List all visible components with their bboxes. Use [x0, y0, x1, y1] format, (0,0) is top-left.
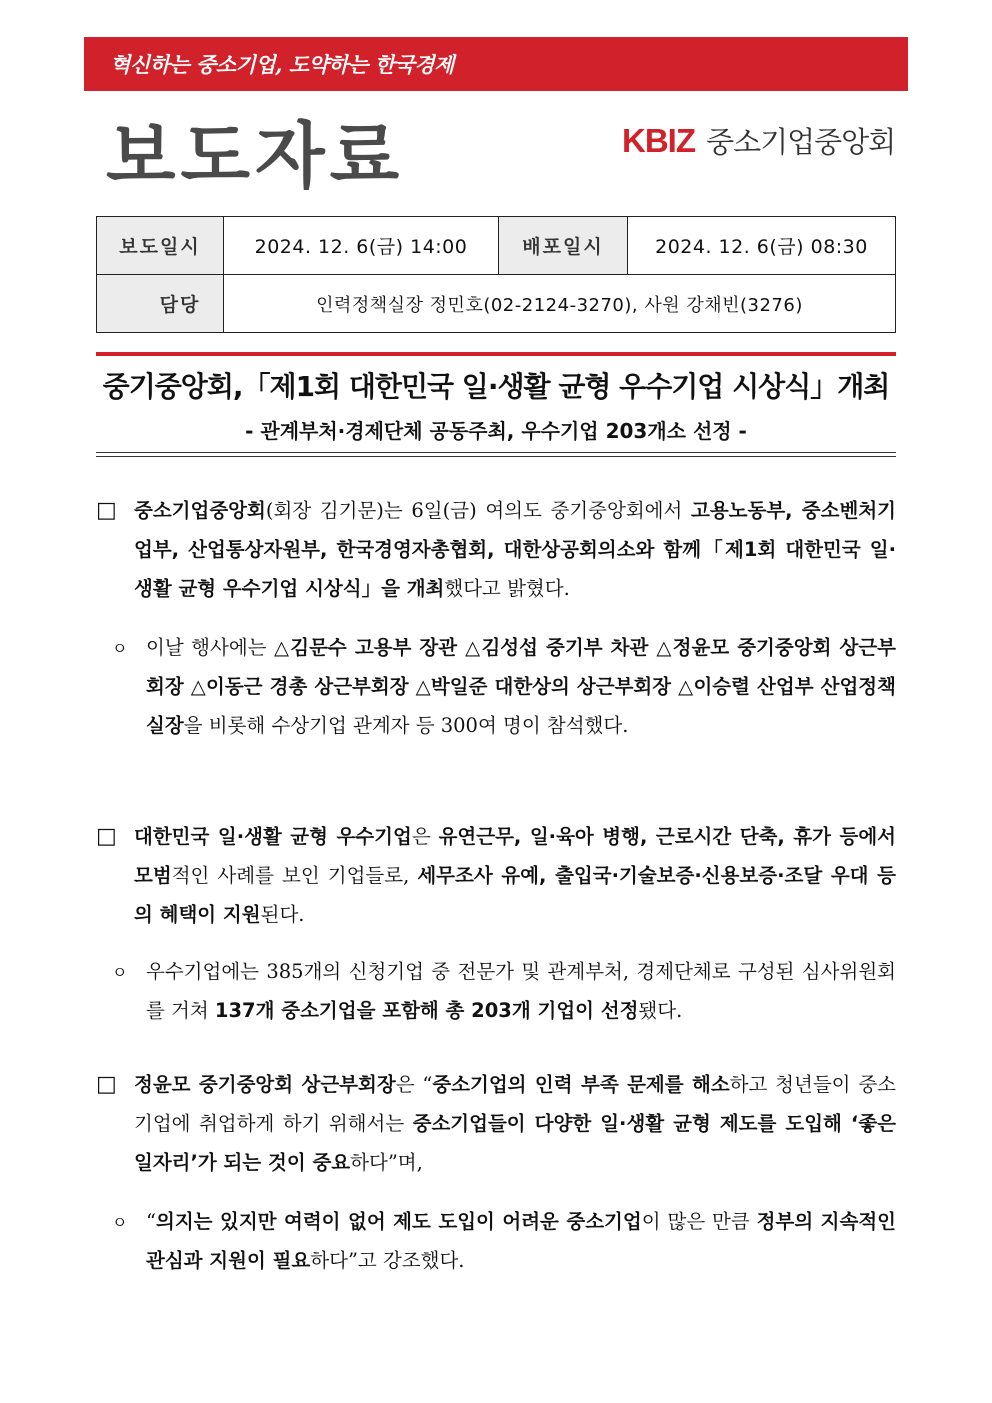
contact-row: [97, 275, 896, 333]
bold-phrase: 정윤모 중기중앙회 상근부회장: [134, 1073, 396, 1096]
section-1-detail-text: [146, 628, 896, 745]
bold-phrase: 중소기업의 인력 부족 문제를 해소: [432, 1073, 730, 1096]
checkbox-bullet-icon: □: [96, 1072, 117, 1097]
bold-phrase: 대한민국 일·생활 균형 우수기업: [134, 825, 412, 848]
subheadline: - 관계부처·경제단체 공동주최, 우수기업 203개소 선정 -: [245, 419, 747, 443]
bold-phrase: 중소기업들이 다양한 일·생활 균형 제도를 도입해 ‘좋은 일자리’가 되는 것이 중요: [134, 1112, 896, 1174]
plain-phrase: 우수기업에는 385개의 신청기업 중 전문가 및 관계부처, 경제단체로 구성된 심사위원회를 거쳐: [146, 960, 896, 1022]
circle-bullet-icon: ㅇ: [112, 1213, 128, 1232]
plain-phrase: 하다”고 강조했다.: [310, 1249, 465, 1272]
section-2-paragraph: [96, 817, 896, 934]
section-1-detail: [112, 628, 896, 745]
plain-phrase: (회장 김기문)는 6일(금) 여의도 중기중앙회에서: [265, 499, 691, 522]
section-3-detail: [112, 1202, 896, 1280]
checkbox-bullet-icon: □: [96, 498, 117, 523]
contact-label: 담당: [97, 275, 224, 333]
bold-phrase: 정부의 지속적인 관심과 지원이 필요: [146, 1210, 897, 1272]
plain-phrase: 은: [411, 825, 439, 848]
plain-phrase: 적인 사례를 보인 기업들로,: [171, 864, 418, 887]
document-title: 보도자료: [106, 114, 405, 198]
release-info-row: [97, 217, 896, 275]
circle-bullet-icon: ㅇ: [112, 639, 128, 658]
release-date-label: 보도일시: [97, 217, 224, 275]
section-2-detail-text: [146, 952, 896, 1030]
headline-bottom-rule: [96, 452, 896, 457]
bold-phrase: 고용노동부, 중소벤처기업부, 산업통상자원부, 한국경영자총협회, 대한상공회의소와 함께「제1회 대한민국 일·생활 균형 우수기업 시상식」을 개최: [134, 499, 896, 600]
plain-phrase: 됐다.: [638, 999, 683, 1022]
logo-organization-name: 중소기업중앙회: [706, 125, 896, 159]
plain-phrase: 된다.: [260, 903, 305, 926]
plain-phrase: 하고 청년들이 중소기업에 취업하게 하기 위해서는: [134, 1073, 896, 1135]
slogan-banner: [84, 37, 908, 91]
headline: 중기중앙회,「제1회 대한민국 일·생활 균형 우수기업 시상식」개최: [102, 370, 890, 403]
distribution-date-label: 배포일시: [499, 217, 628, 275]
bold-phrase: 세무조사 유예, 출입국·기술보증·신용보증·조달 우대 등의 혜택이 지원: [134, 864, 896, 926]
plain-phrase: 은 “: [395, 1073, 433, 1096]
checkbox-bullet-icon: □: [96, 824, 117, 849]
plain-phrase: 했다고 밝혔다.: [444, 577, 570, 600]
section-2-text: [134, 817, 896, 934]
bold-phrase: 중소기업중앙회: [134, 499, 266, 522]
headline-top-rule: [96, 352, 896, 356]
plain-phrase: “: [146, 1210, 156, 1233]
bold-phrase: 유연근무, 일·육아 병행, 근로시간 단축, 휴가 등에서 모범: [134, 825, 896, 887]
section-1-paragraph: [96, 491, 896, 608]
section-2-detail: [112, 952, 896, 1030]
bold-phrase: △김문수 고용부 장관 △김성섭 중기부 차관 △정윤모 중기중앙회 상근부회장 △이동근 경총 상근부회장 △박일준 대한상의 상근부회장 △이승렬 산업부 산업정책실장: [146, 636, 896, 737]
section-3-text: [134, 1065, 896, 1182]
distribution-date-value: 2024. 12. 6(금) 08:30: [628, 217, 896, 275]
section-1-text: [134, 491, 896, 608]
release-info-table: [96, 216, 896, 333]
bold-phrase: 의지는 있지만 여력이 없어 제도 도입이 어려운 중소기업: [155, 1210, 642, 1233]
plain-phrase: 이날 행사에는: [146, 636, 274, 659]
plain-phrase: 하다”며,: [350, 1151, 423, 1174]
logo-mark: KBIZ: [622, 121, 695, 159]
kbiz-logo: [622, 120, 895, 160]
contact-value: 인력정책실장 정민호(02-2124-3270), 사원 강채빈(3276): [224, 275, 896, 333]
circle-bullet-icon: ㅇ: [112, 963, 128, 982]
bold-phrase: 137개 중소기업을 포함해 총 203개 기업이 선정: [214, 999, 639, 1022]
section-3-paragraph: [96, 1065, 896, 1182]
section-3-detail-text: [146, 1202, 896, 1280]
plain-phrase: 이 많은 만큼: [641, 1210, 757, 1233]
slogan-text: 혁신하는 중소기업, 도약하는 한국경제: [110, 52, 454, 77]
plain-phrase: 을 비롯해 수상기업 관계자 등 300여 명이 참석했다.: [183, 714, 629, 737]
release-date-value: 2024. 12. 6(금) 14:00: [224, 217, 499, 275]
